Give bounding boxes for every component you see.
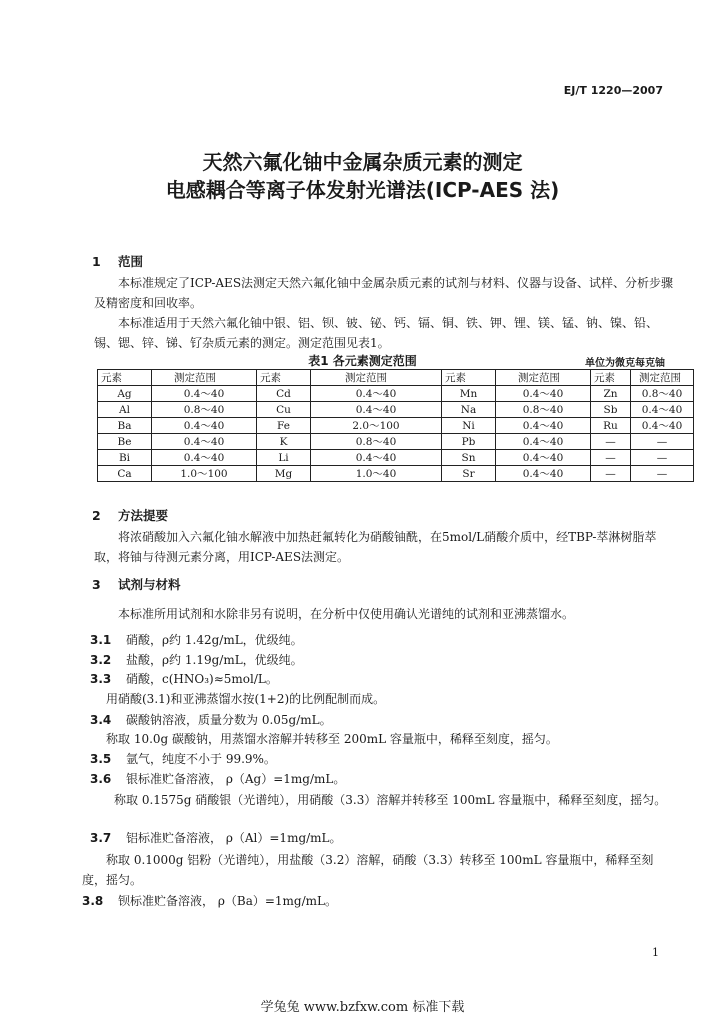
list-item — [90, 711, 332, 728]
table-cell: Ni — [442, 418, 496, 434]
item-number: 3.5 — [90, 752, 112, 766]
column-header: 测定范围 — [496, 370, 591, 386]
paragraph: 本标准适用于天然六氟化铀中银、铝、钡、铍、铋、钙、镉、铜、铁、钾、锂、镁、锰、钠、镍、铅、锡、锶、锌、锑、钌杂质元素的测定。测定范围见表1。 — [94, 316, 659, 350]
table-header-row — [98, 370, 694, 386]
table-cell: Cd — [257, 386, 311, 402]
table-cell: Mn — [442, 386, 496, 402]
list-item — [90, 631, 303, 648]
table-cell: 0.4～40 — [496, 466, 591, 482]
table-cell: Pb — [442, 434, 496, 450]
table-cell: K — [257, 434, 311, 450]
table-cell: 2.0～100 — [311, 418, 442, 434]
table-cell: Ru — [591, 418, 631, 434]
table-cell: 0.4～40 — [311, 450, 442, 466]
title-line-2: 电感耦合等离子体发射光谱法(ICP-AES 法) — [165, 178, 560, 202]
section-title: 方法提要 — [118, 508, 169, 523]
table-cell: — — [631, 466, 694, 482]
item-number: 3.7 — [90, 831, 112, 845]
table-cell: 0.4～40 — [311, 402, 442, 418]
table-cell: 1.0～40 — [311, 466, 442, 482]
list-item — [90, 770, 345, 787]
table-cell: — — [631, 450, 694, 466]
table-cell: 0.4～40 — [152, 418, 257, 434]
table-cell: 0.4～40 — [152, 434, 257, 450]
section-title: 试剂与材料 — [118, 577, 181, 592]
table-cell: — — [631, 434, 694, 450]
item-text: 硝酸，c(HNO₃)≈5mol/L。 — [126, 672, 278, 686]
table-row — [98, 434, 694, 450]
table-cell: 0.4～40 — [631, 418, 694, 434]
column-header: 测定范围 — [631, 370, 694, 386]
table-cell: 0.8～40 — [152, 402, 257, 418]
item-number: 3.2 — [90, 653, 112, 667]
table-cell: Bi — [98, 450, 152, 466]
standard-number: EJ/T 1220—2007 — [563, 84, 663, 97]
column-header: 元素 — [442, 370, 496, 386]
table-row — [98, 402, 694, 418]
column-header: 元素 — [98, 370, 152, 386]
table-cell: Sr — [442, 466, 496, 482]
table-row — [98, 418, 694, 434]
table-cell: 0.4～40 — [152, 450, 257, 466]
list-item — [82, 892, 337, 909]
table-cell: 1.0～100 — [152, 466, 257, 482]
section-1-heading — [92, 252, 143, 270]
section-number: 3 — [92, 577, 101, 592]
table-cell: Ag — [98, 386, 152, 402]
column-header: 元素 — [257, 370, 311, 386]
table-cell: 0.4～40 — [496, 418, 591, 434]
table-cell: Li — [257, 450, 311, 466]
item-number: 3.3 — [90, 672, 112, 686]
table-cell: 0.4～40 — [496, 450, 591, 466]
table-cell: — — [591, 434, 631, 450]
item-text: 碳酸钠溶液，质量分数为 0.05g/mL。 — [126, 713, 332, 727]
table-row — [98, 450, 694, 466]
section-number: 2 — [92, 508, 101, 523]
list-item — [90, 651, 303, 668]
table-cell: Na — [442, 402, 496, 418]
table-cell: Mg — [257, 466, 311, 482]
footer-watermark: 学兔兔 www.bzfxw.com 标准下载 — [260, 1000, 465, 1015]
table-cell: Fe — [257, 418, 311, 434]
item-text: 铝标准贮备溶液， ρ（Al）=1mg/mL。 — [126, 831, 342, 845]
table-cell: 0.8～40 — [631, 386, 694, 402]
table-cell: — — [591, 466, 631, 482]
table-cell: Ca — [98, 466, 152, 482]
table-cell: Zn — [591, 386, 631, 402]
table-cell: Cu — [257, 402, 311, 418]
item-description: 称取 10.0g 碳酸钠，用蒸馏水溶解并转移至 200mL 容量瓶中，稀释至刻度，摇匀。 — [106, 732, 558, 746]
table-caption: 表1 各元素测定范围 — [308, 354, 417, 368]
list-item — [90, 829, 342, 846]
item-number: 3.4 — [90, 713, 112, 727]
item-text: 硝酸，ρ约 1.42g/mL，优级纯。 — [126, 633, 303, 647]
element-range-table — [97, 369, 694, 482]
paragraph: 本标准规定了ICP-AES法测定天然六氟化铀中金属杂质元素的试剂与材料、仪器与设备、试样、分析步骤及精密度和回收率。 — [94, 276, 674, 310]
item-text: 氩气，纯度不小于 99.9%。 — [126, 752, 276, 766]
title-line-1: 天然六氟化铀中金属杂质元素的测定 — [202, 150, 523, 174]
table-cell: 0.4～40 — [496, 434, 591, 450]
item-text: 盐酸，ρ约 1.19g/mL，优级纯。 — [126, 653, 303, 667]
table-cell: Sn — [442, 450, 496, 466]
table-cell: 0.4～40 — [311, 386, 442, 402]
list-item — [90, 750, 276, 767]
section-title: 范围 — [118, 254, 144, 269]
column-header: 测定范围 — [152, 370, 257, 386]
table-unit: 单位为微克每克铀 — [585, 358, 665, 369]
table-row — [98, 386, 694, 402]
table-cell: Be — [98, 434, 152, 450]
item-number: 3.6 — [90, 772, 112, 786]
table-cell: 0.4～40 — [152, 386, 257, 402]
table-cell: Al — [98, 402, 152, 418]
item-text: 钡标准贮备溶液， ρ（Ba）=1mg/mL。 — [118, 894, 337, 908]
column-header: 测定范围 — [311, 370, 442, 386]
column-header: 元素 — [591, 370, 631, 386]
section-2-heading — [92, 506, 168, 524]
item-description: 用硝酸(3.1)和亚沸蒸馏水按(1+2)的比例配制而成。 — [106, 692, 386, 706]
item-text: 银标准贮备溶液， ρ（Ag）=1mg/mL。 — [126, 772, 346, 786]
table-cell: — — [591, 450, 631, 466]
section-3-heading — [92, 575, 181, 593]
table-cell: Ba — [98, 418, 152, 434]
table-cell: Sb — [591, 402, 631, 418]
page-number: 1 — [652, 946, 659, 959]
table-cell: 0.4～40 — [496, 386, 591, 402]
item-number: 3.1 — [90, 633, 112, 647]
item-description: 称取 0.1575g 硝酸银（光谱纯），用硝酸（3.3）溶解并转移至 100mL 容量瓶中，稀释至刻度，摇匀。 — [114, 793, 667, 807]
section-number: 1 — [92, 254, 101, 269]
item-description: 称取 0.1000g 铝粉（光谱纯），用盐酸（3.2）溶解，硝酸（3.3）转移至 100mL 容量瓶中，稀释至刻度，摇匀。 — [82, 853, 654, 887]
paragraph: 将浓硝酸加入六氟化铀水解液中加热赶氟转化为硝酸铀酰，在5mol/L硝酸介质中，经TBP-萃淋树脂萃取，将铀与待测元素分离，用ICP-AES法测定。 — [94, 530, 657, 564]
table-cell: 0.8～40 — [311, 434, 442, 450]
table-cell: 0.4～40 — [631, 402, 694, 418]
list-item — [90, 670, 278, 687]
item-number: 3.8 — [82, 894, 104, 908]
table-cell: 0.8～40 — [496, 402, 591, 418]
paragraph: 本标准所用试剂和水除非另有说明，在分析中仅使用确认光谱纯的试剂和亚沸蒸馏水。 — [118, 607, 575, 621]
table-row — [98, 466, 694, 482]
